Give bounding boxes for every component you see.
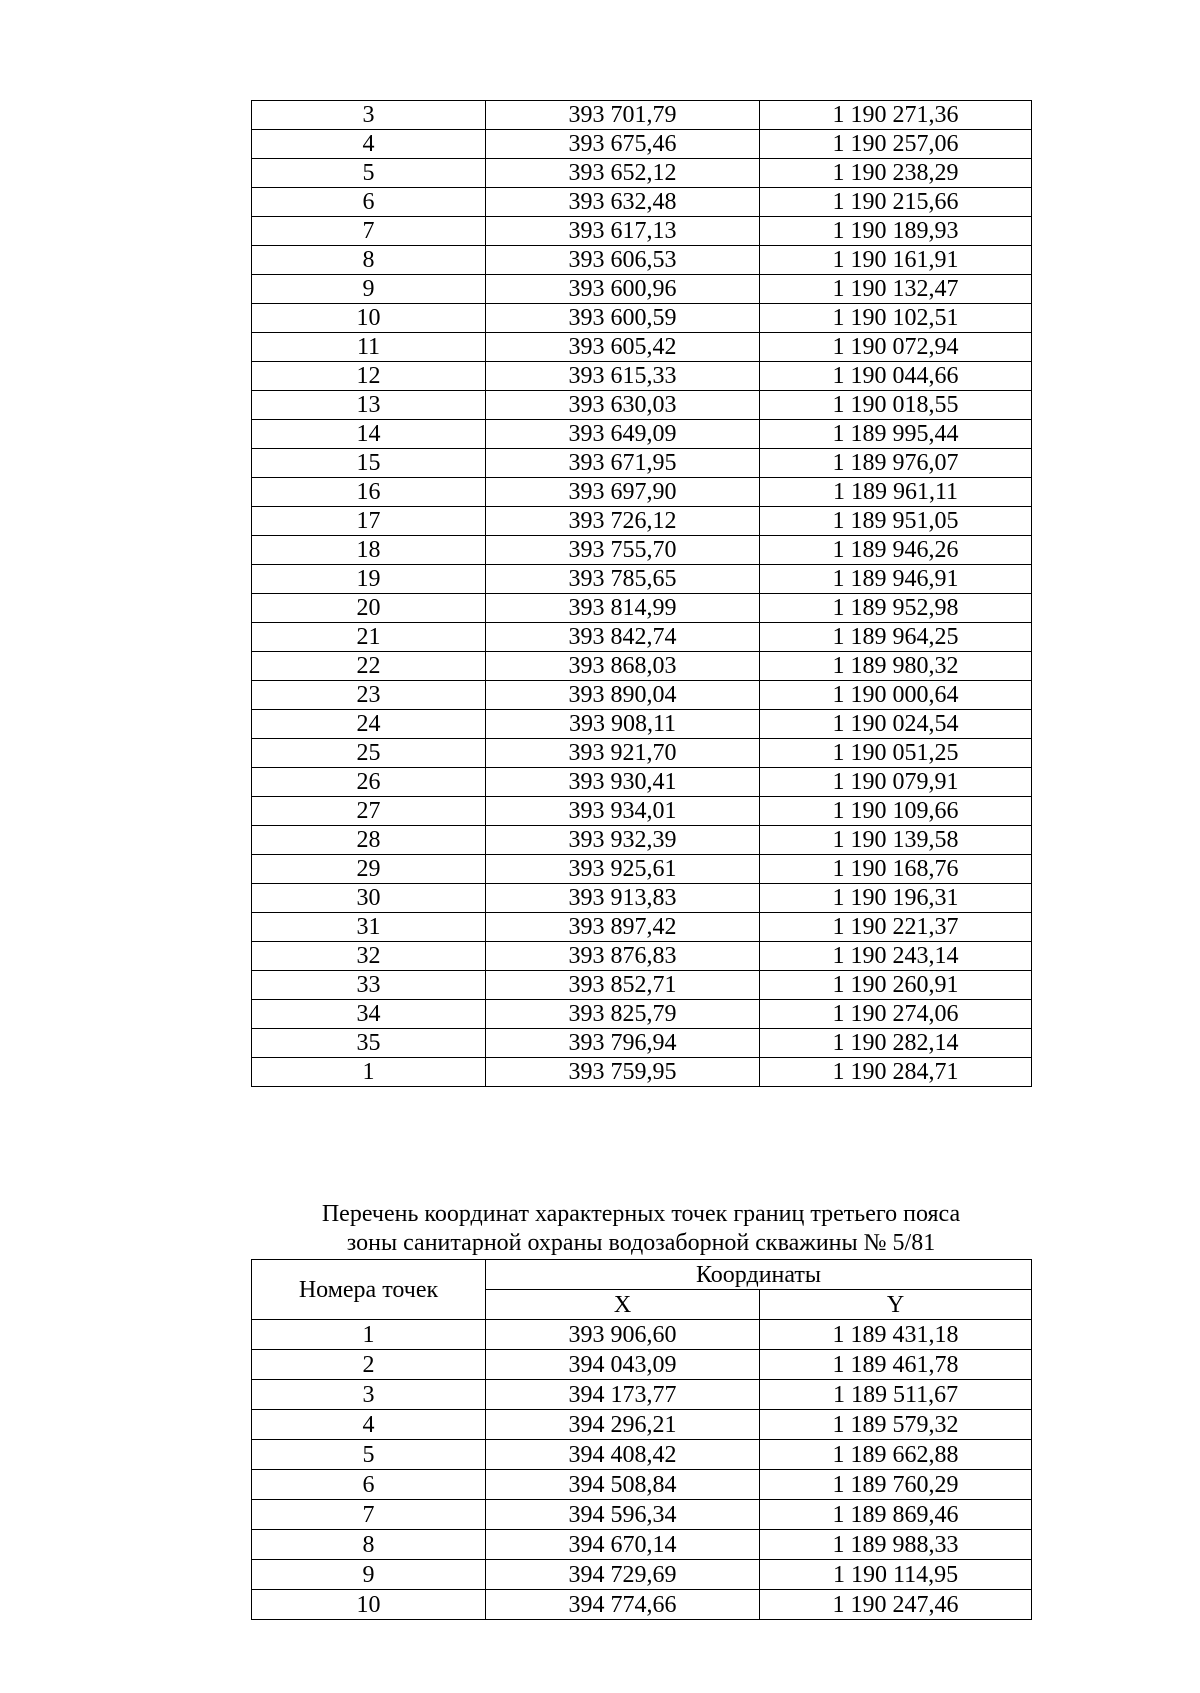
table-row — [252, 1500, 1032, 1530]
x-coordinate-cell: 393 897,42 — [486, 913, 760, 942]
x-coordinate-cell: 393 796,94 — [486, 1029, 760, 1058]
table-row — [252, 594, 1032, 623]
y-coordinate-cell: 1 189 964,25 — [760, 623, 1032, 652]
third-belt-coordinates-table — [251, 1259, 1032, 1620]
header-y: Y — [760, 1290, 1032, 1320]
table-row — [252, 391, 1032, 420]
x-coordinate-cell: 393 671,95 — [486, 449, 760, 478]
point-number-cell: 34 — [252, 1000, 486, 1029]
table-row — [252, 1470, 1032, 1500]
coordinates-table-body — [252, 101, 1032, 1087]
table-row — [252, 565, 1032, 594]
y-coordinate-cell: 1 190 132,47 — [760, 275, 1032, 304]
point-number-cell: 17 — [252, 507, 486, 536]
header-row — [252, 1260, 1032, 1290]
table-row — [252, 681, 1032, 710]
x-coordinate-cell: 393 934,01 — [486, 797, 760, 826]
table-row — [252, 130, 1032, 159]
y-coordinate-cell: 1 189 431,18 — [760, 1320, 1032, 1350]
y-coordinate-cell: 1 190 051,25 — [760, 739, 1032, 768]
header-point-numbers: Номера точек — [252, 1260, 486, 1320]
x-coordinate-cell: 393 908,11 — [486, 710, 760, 739]
x-coordinate-cell: 393 759,95 — [486, 1058, 760, 1087]
y-coordinate-cell: 1 190 238,29 — [760, 159, 1032, 188]
y-coordinate-cell: 1 189 951,05 — [760, 507, 1032, 536]
caption-line-1: Перечень координат характерных точек границ третьего пояса — [321, 1201, 961, 1227]
table-row — [252, 1410, 1032, 1440]
caption-line-2: зоны санитарной охраны водозаборной скважины № 5/81 — [346, 1230, 936, 1256]
point-number-cell: 7 — [252, 217, 486, 246]
table-row — [252, 768, 1032, 797]
y-coordinate-cell: 1 190 271,36 — [760, 101, 1032, 130]
table-row — [252, 1530, 1032, 1560]
y-coordinate-cell: 1 189 988,33 — [760, 1530, 1032, 1560]
point-number-cell: 31 — [252, 913, 486, 942]
point-number-cell: 30 — [252, 884, 486, 913]
point-number-cell: 3 — [252, 1380, 486, 1410]
y-coordinate-cell: 1 189 976,07 — [760, 449, 1032, 478]
point-number-cell: 16 — [252, 478, 486, 507]
point-number-cell: 2 — [252, 1350, 486, 1380]
y-coordinate-cell: 1 189 662,88 — [760, 1440, 1032, 1470]
table-row — [252, 1320, 1032, 1350]
point-number-cell: 8 — [252, 246, 486, 275]
table-row — [252, 1560, 1032, 1590]
point-number-cell: 35 — [252, 1029, 486, 1058]
x-coordinate-cell: 393 932,39 — [486, 826, 760, 855]
point-number-cell: 9 — [252, 1560, 486, 1590]
y-coordinate-cell: 1 190 284,71 — [760, 1058, 1032, 1087]
x-coordinate-cell: 393 785,65 — [486, 565, 760, 594]
y-coordinate-cell: 1 189 946,91 — [760, 565, 1032, 594]
y-coordinate-cell: 1 189 869,46 — [760, 1500, 1032, 1530]
x-coordinate-cell: 393 842,74 — [486, 623, 760, 652]
table-row — [252, 333, 1032, 362]
table-row — [252, 623, 1032, 652]
y-coordinate-cell: 1 189 760,29 — [760, 1470, 1032, 1500]
x-coordinate-cell: 394 043,09 — [486, 1350, 760, 1380]
point-number-cell: 9 — [252, 275, 486, 304]
x-coordinate-cell: 393 755,70 — [486, 536, 760, 565]
table-row — [252, 246, 1032, 275]
y-coordinate-cell: 1 190 000,64 — [760, 681, 1032, 710]
y-coordinate-cell: 1 189 579,32 — [760, 1410, 1032, 1440]
point-number-cell: 18 — [252, 536, 486, 565]
point-number-cell: 4 — [252, 130, 486, 159]
table-row — [252, 652, 1032, 681]
x-coordinate-cell: 393 605,42 — [486, 333, 760, 362]
point-number-cell: 21 — [252, 623, 486, 652]
point-number-cell: 20 — [252, 594, 486, 623]
point-number-cell: 6 — [252, 188, 486, 217]
x-coordinate-cell: 393 617,13 — [486, 217, 760, 246]
x-coordinate-cell: 393 825,79 — [486, 1000, 760, 1029]
x-coordinate-cell: 394 774,66 — [486, 1590, 760, 1620]
table-row — [252, 304, 1032, 333]
table-row — [252, 217, 1032, 246]
y-coordinate-cell: 1 189 952,98 — [760, 594, 1032, 623]
point-number-cell: 6 — [252, 1470, 486, 1500]
third-belt-table-body — [252, 1320, 1032, 1620]
point-number-cell: 12 — [252, 362, 486, 391]
y-coordinate-cell: 1 190 168,76 — [760, 855, 1032, 884]
table-row — [252, 478, 1032, 507]
x-coordinate-cell: 393 697,90 — [486, 478, 760, 507]
point-number-cell: 23 — [252, 681, 486, 710]
point-number-cell: 22 — [252, 652, 486, 681]
point-number-cell: 1 — [252, 1320, 486, 1350]
table-row — [252, 1029, 1032, 1058]
x-coordinate-cell: 393 652,12 — [486, 159, 760, 188]
x-coordinate-cell: 393 925,61 — [486, 855, 760, 884]
header-x: X — [486, 1290, 760, 1320]
point-number-cell: 29 — [252, 855, 486, 884]
point-number-cell: 10 — [252, 1590, 486, 1620]
x-coordinate-cell: 394 670,14 — [486, 1530, 760, 1560]
y-coordinate-cell: 1 190 161,91 — [760, 246, 1032, 275]
x-coordinate-cell: 393 876,83 — [486, 942, 760, 971]
x-coordinate-cell: 394 408,42 — [486, 1440, 760, 1470]
x-coordinate-cell: 393 649,09 — [486, 420, 760, 449]
point-number-cell: 4 — [252, 1410, 486, 1440]
y-coordinate-cell: 1 189 980,32 — [760, 652, 1032, 681]
y-coordinate-cell: 1 190 247,46 — [760, 1590, 1032, 1620]
table-row — [252, 739, 1032, 768]
y-coordinate-cell: 1 190 018,55 — [760, 391, 1032, 420]
point-number-cell: 10 — [252, 304, 486, 333]
y-coordinate-cell: 1 190 282,14 — [760, 1029, 1032, 1058]
y-coordinate-cell: 1 190 072,94 — [760, 333, 1032, 362]
x-coordinate-cell: 394 596,34 — [486, 1500, 760, 1530]
table-row — [252, 942, 1032, 971]
y-coordinate-cell: 1 190 109,66 — [760, 797, 1032, 826]
y-coordinate-cell: 1 190 114,95 — [760, 1560, 1032, 1590]
point-number-cell: 5 — [252, 1440, 486, 1470]
table-row — [252, 884, 1032, 913]
y-coordinate-cell: 1 189 995,44 — [760, 420, 1032, 449]
x-coordinate-cell: 393 930,41 — [486, 768, 760, 797]
point-number-cell: 13 — [252, 391, 486, 420]
y-coordinate-cell: 1 190 102,51 — [760, 304, 1032, 333]
point-number-cell: 32 — [252, 942, 486, 971]
table-row — [252, 797, 1032, 826]
table-row — [252, 101, 1032, 130]
x-coordinate-cell: 393 600,96 — [486, 275, 760, 304]
table-row — [252, 188, 1032, 217]
y-coordinate-cell: 1 190 260,91 — [760, 971, 1032, 1000]
x-coordinate-cell: 393 852,71 — [486, 971, 760, 1000]
x-coordinate-cell: 394 508,84 — [486, 1470, 760, 1500]
table-row — [252, 913, 1032, 942]
table-row — [252, 971, 1032, 1000]
x-coordinate-cell: 394 296,21 — [486, 1410, 760, 1440]
table-row — [252, 1590, 1032, 1620]
point-number-cell: 28 — [252, 826, 486, 855]
table-header — [252, 1260, 1032, 1320]
point-number-cell: 19 — [252, 565, 486, 594]
point-number-cell: 14 — [252, 420, 486, 449]
x-coordinate-cell: 393 632,48 — [486, 188, 760, 217]
x-coordinate-cell: 393 600,59 — [486, 304, 760, 333]
x-coordinate-cell: 393 890,04 — [486, 681, 760, 710]
x-coordinate-cell: 393 913,83 — [486, 884, 760, 913]
table-row — [252, 507, 1032, 536]
x-coordinate-cell: 393 726,12 — [486, 507, 760, 536]
table-row — [252, 1058, 1032, 1087]
point-number-cell: 11 — [252, 333, 486, 362]
x-coordinate-cell: 393 701,79 — [486, 101, 760, 130]
point-number-cell: 33 — [252, 971, 486, 1000]
table-row — [252, 449, 1032, 478]
y-coordinate-cell: 1 190 274,06 — [760, 1000, 1032, 1029]
x-coordinate-cell: 393 921,70 — [486, 739, 760, 768]
point-number-cell: 27 — [252, 797, 486, 826]
x-coordinate-cell: 393 606,53 — [486, 246, 760, 275]
table-row — [252, 826, 1032, 855]
header-coordinates: Координаты — [486, 1260, 1032, 1290]
x-coordinate-cell: 393 675,46 — [486, 130, 760, 159]
table-row — [252, 855, 1032, 884]
y-coordinate-cell: 1 189 946,26 — [760, 536, 1032, 565]
point-number-cell: 3 — [252, 101, 486, 130]
point-number-cell: 15 — [252, 449, 486, 478]
point-number-cell: 7 — [252, 1500, 486, 1530]
point-number-cell: 8 — [252, 1530, 486, 1560]
table-row — [252, 536, 1032, 565]
y-coordinate-cell: 1 190 221,37 — [760, 913, 1032, 942]
table-row — [252, 710, 1032, 739]
x-coordinate-cell: 394 173,77 — [486, 1380, 760, 1410]
y-coordinate-cell: 1 189 511,67 — [760, 1380, 1032, 1410]
table-row — [252, 1000, 1032, 1029]
y-coordinate-cell: 1 190 243,14 — [760, 942, 1032, 971]
y-coordinate-cell: 1 190 189,93 — [760, 217, 1032, 246]
x-coordinate-cell: 393 868,03 — [486, 652, 760, 681]
table-row — [252, 275, 1032, 304]
y-coordinate-cell: 1 190 196,31 — [760, 884, 1032, 913]
y-coordinate-cell: 1 190 044,66 — [760, 362, 1032, 391]
y-coordinate-cell: 1 189 461,78 — [760, 1350, 1032, 1380]
y-coordinate-cell: 1 190 024,54 — [760, 710, 1032, 739]
point-number-cell: 24 — [252, 710, 486, 739]
y-coordinate-cell: 1 190 079,91 — [760, 768, 1032, 797]
table-row — [252, 1440, 1032, 1470]
x-coordinate-cell: 394 729,69 — [486, 1560, 760, 1590]
table-row — [252, 362, 1032, 391]
y-coordinate-cell: 1 190 257,06 — [760, 130, 1032, 159]
point-number-cell: 1 — [252, 1058, 486, 1087]
table-row — [252, 159, 1032, 188]
table-row — [252, 1350, 1032, 1380]
coordinates-table-continued — [251, 100, 1032, 1087]
table-row — [252, 1380, 1032, 1410]
x-coordinate-cell: 393 630,03 — [486, 391, 760, 420]
x-coordinate-cell: 393 814,99 — [486, 594, 760, 623]
table-row — [252, 420, 1032, 449]
y-coordinate-cell: 1 190 139,58 — [760, 826, 1032, 855]
table-caption — [251, 1200, 1031, 1258]
y-coordinate-cell: 1 190 215,66 — [760, 188, 1032, 217]
point-number-cell: 26 — [252, 768, 486, 797]
point-number-cell: 5 — [252, 159, 486, 188]
x-coordinate-cell: 393 906,60 — [486, 1320, 760, 1350]
x-coordinate-cell: 393 615,33 — [486, 362, 760, 391]
point-number-cell: 25 — [252, 739, 486, 768]
y-coordinate-cell: 1 189 961,11 — [760, 478, 1032, 507]
